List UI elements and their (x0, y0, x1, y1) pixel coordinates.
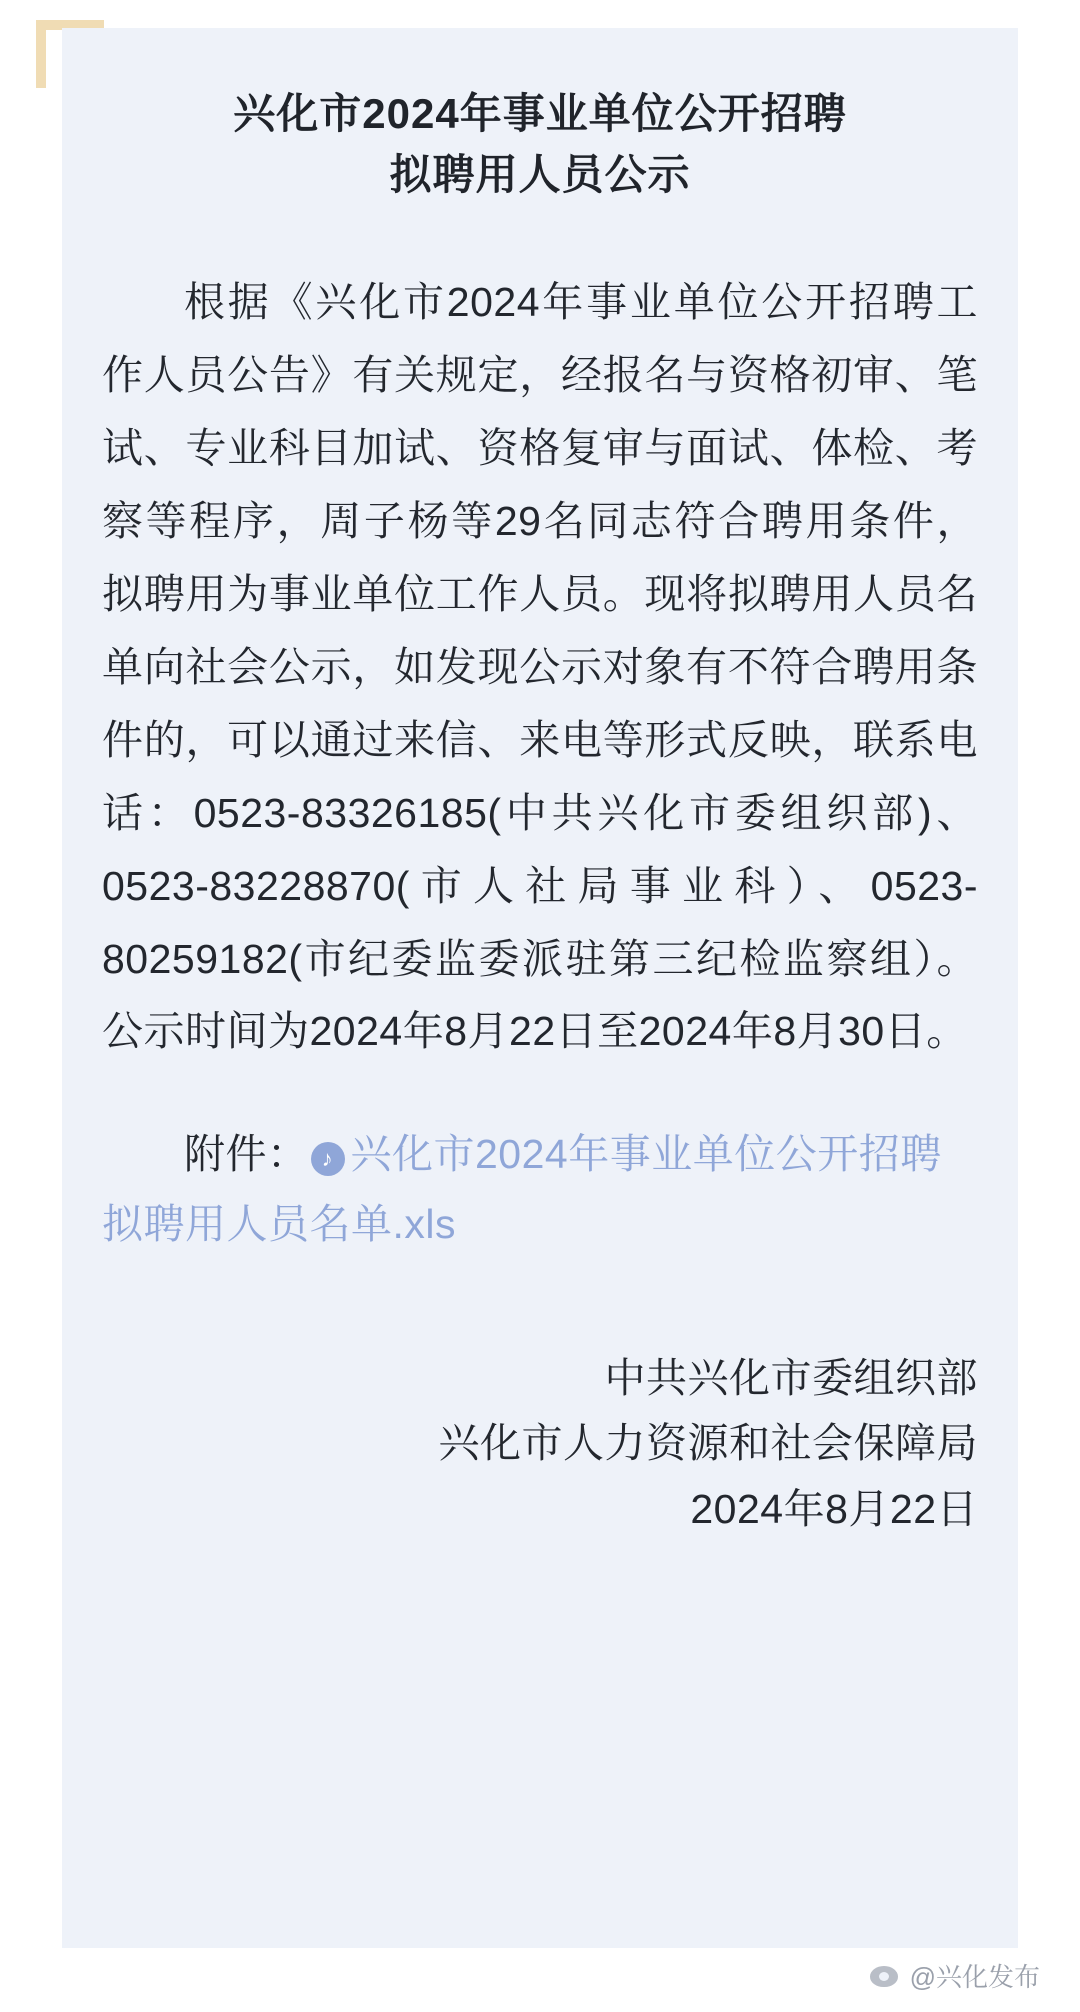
page-title-line-2: 拟聘用人员公示 (389, 150, 691, 198)
music-note-icon: ♪ (311, 1142, 345, 1176)
announcement-body: 根据《兴化市2024年事业单位公开招聘工作人员公告》有关规定，经报名与资格初审、笔试、专业科目加试、资格复审与面试、体检、考察等程序，周子杨等29名同志符合聘用条件，拟聘用为事业单位工作人员。现将拟聘用人员名单向社会公示，如发现公示对象有不符合聘用条件的，可以通过来信、来电等形式反映，联系电话：0523-83326185(中共兴化市委组织部)、0523-83228870(市人社局事业科）、0523-80259182(市纪委监委派驻第三纪检监察组）。公示时间为2024年8月22日至2024年8月30日。 (102, 278, 978, 1055)
signature-line-2: 兴化市人力资源和社会保障局 (438, 1420, 978, 1467)
signature-date: 2024年8月22日 (690, 1486, 978, 1532)
attachment-link[interactable]: 兴化市2024年事业单位公开招聘拟聘用人员名单.xls (102, 1131, 942, 1248)
page-title-line-1: 兴化市2024年事业单位公开招聘 (233, 90, 847, 137)
page-title (102, 28, 978, 206)
signature-line-1: 中共兴化市委组织部 (604, 1354, 978, 1401)
weibo-eye-icon (868, 1962, 902, 1990)
announcement-card (62, 28, 1018, 1948)
attachment-section (102, 1068, 978, 1259)
watermark (868, 1957, 1040, 1994)
watermark-text: @兴化发布 (909, 1962, 1040, 1992)
signature-block (102, 1260, 978, 1543)
attachment-label: 附件： (184, 1131, 309, 1178)
